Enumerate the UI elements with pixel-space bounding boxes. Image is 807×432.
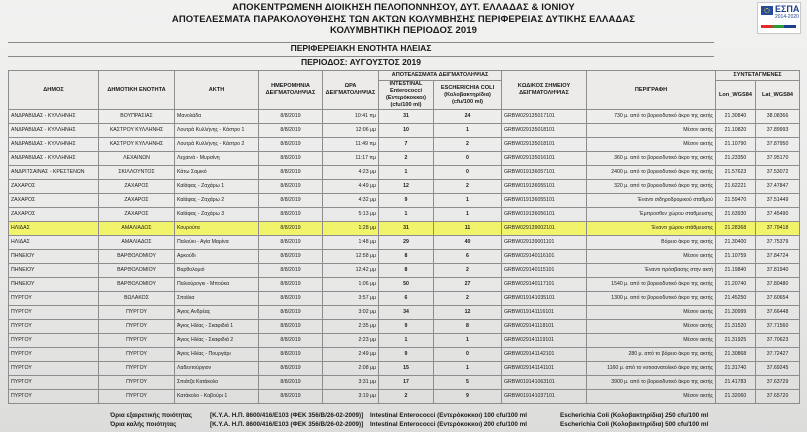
table-header-row-1 — [9, 71, 800, 81]
cell-ecoli: 12 — [434, 306, 502, 320]
cell-lat: 37.80480 — [756, 278, 800, 292]
cell-entero: 8 — [379, 264, 434, 278]
col-dimos: ΔΗΜΟΣ — [9, 71, 99, 110]
cell-enotita: ΣΚΙΛΛΟΥΝΤΟΣ — [99, 166, 175, 180]
cell-entero: 1 — [379, 334, 434, 348]
table-row — [9, 222, 800, 236]
cell-entero: 2 — [379, 152, 434, 166]
cell-enotita: ΠΥΡΓΟΥ — [99, 334, 175, 348]
cell-time: 2:08 μμ — [323, 362, 379, 376]
table-row — [9, 292, 800, 306]
cell-dimos: ΖΑΧΑΡΟΣ — [9, 194, 99, 208]
cell-ecoli: 1 — [434, 334, 502, 348]
cell-enotita: ΒΑΡΘΟΛΟΜΙΟΥ — [99, 278, 175, 292]
cell-date: 8/8/2019 — [259, 292, 323, 306]
cell-code: GRBW029140116101 — [502, 250, 587, 264]
cell-akti: Καϊάφας - Ζαχάρω 1 — [175, 180, 259, 194]
cell-desc: 730 μ. από το βορειοδυτικό άκρο της ακτής — [587, 110, 716, 124]
cell-dimos: ΑΝΔΡΑΒΙΔΑΣ - ΚΥΛΛΗΝΗΣ — [9, 110, 99, 124]
cell-akti: Λαδεντούργιον — [175, 362, 259, 376]
col-coords: ΣΥΝΤΕΤΑΓΜΕΝΕΣ — [716, 71, 800, 81]
cell-time: 11:17 πμ — [323, 152, 379, 166]
cell-desc: 3900 μ. από το βορειοδυτικό άκρο της ακτής — [587, 376, 716, 390]
cell-entero: 31 — [379, 222, 434, 236]
cell-desc: 280 μ. από το βόρειο άκρο της ακτής — [587, 348, 716, 362]
cell-entero: 2 — [379, 390, 434, 404]
cell-ecoli: 2 — [434, 264, 502, 278]
cell-ecoli: 1 — [434, 194, 502, 208]
cell-lat: 38.08366 — [756, 110, 800, 124]
cell-entero: 17 — [379, 376, 434, 390]
col-lat: Lat_WGS84 — [756, 81, 800, 110]
cell-date: 8/8/2019 — [259, 236, 323, 250]
cell-lat: 37.51449 — [756, 194, 800, 208]
cell-desc: Έναντι χώρου στάθμευσης — [587, 222, 716, 236]
cell-dimos: ΠΥΡΓΟΥ — [9, 376, 99, 390]
cell-akti: Καϊάφας - Ζαχάρω 3 — [175, 208, 259, 222]
cell-dimos: ΠΥΡΓΟΥ — [9, 292, 99, 306]
cell-code: GRBW019136056101 — [502, 208, 587, 222]
cell-desc: 1160 μ. από το νοτιοανατολικό άκρο της ακτής — [587, 362, 716, 376]
cell-date: 8/8/2019 — [259, 362, 323, 376]
cell-entero: 29 — [379, 236, 434, 250]
cell-lat: 37.72427 — [756, 348, 800, 362]
cell-code: GRBW029141119101 — [502, 334, 587, 348]
cell-lon: 21.31520 — [716, 320, 756, 334]
table-row — [9, 348, 800, 362]
cell-akti: Σπιάτζα Κατάκολο — [175, 376, 259, 390]
cell-dimos: ΖΑΧΑΡΟΣ — [9, 180, 99, 194]
cell-entero: 1 — [379, 208, 434, 222]
logo-years: 2014-2020 — [775, 14, 799, 20]
table-row — [9, 124, 800, 138]
cell-akti: Παλούκι - Αγία Μαρίνα — [175, 236, 259, 250]
cell-entero: 7 — [379, 138, 434, 152]
cell-lat: 37.71560 — [756, 320, 800, 334]
cell-ecoli: 8 — [434, 320, 502, 334]
cell-lat: 37.47847 — [756, 180, 800, 194]
cell-ecoli: 11 — [434, 222, 502, 236]
cell-lat: 37.75379 — [756, 236, 800, 250]
cell-akti: Μανολάδα — [175, 110, 259, 124]
document-header — [0, 2, 807, 37]
table-row — [9, 236, 800, 250]
cell-date: 8/8/2019 — [259, 376, 323, 390]
cell-enotita: ΒΑΡΘΟΛΟΜΙΟΥ — [99, 250, 175, 264]
cell-ecoli: 1 — [434, 124, 502, 138]
cell-code: GRBW029135016101 — [502, 152, 587, 166]
cell-date: 8/8/2019 — [259, 138, 323, 152]
cell-lon: 21.59470 — [716, 194, 756, 208]
cell-dimos: ΑΝΔΡΑΒΙΔΑΣ - ΚΥΛΛΗΝΗΣ — [9, 138, 99, 152]
cell-date: 8/8/2019 — [259, 334, 323, 348]
cell-dimos: ΗΛΙΔΑΣ — [9, 222, 99, 236]
cell-ecoli: 1 — [434, 208, 502, 222]
footer-good-ecoli: Escherichia Coli (Κολοβακτηρίδια) 500 cfu/100 ml — [560, 421, 709, 428]
cell-desc: Μέσον ακτής — [587, 306, 716, 320]
cell-lon: 21.30400 — [716, 236, 756, 250]
table-row — [9, 376, 800, 390]
col-date: ΗΜΕΡΟΜΗΝΙΑ ΔΕΙΓΜΑΤΟΛΗΨΙΑΣ — [259, 71, 323, 110]
cell-lon: 21.30868 — [716, 348, 756, 362]
cell-lat: 37.70623 — [756, 334, 800, 348]
cell-lat: 37.81940 — [756, 264, 800, 278]
cell-akti: Άγιος Ηλίας - Σκαφιδιά 1 — [175, 320, 259, 334]
cell-lon: 21.63930 — [716, 208, 756, 222]
cell-date: 8/8/2019 — [259, 278, 323, 292]
cell-lat: 37.84724 — [756, 250, 800, 264]
cell-time: 3:31 μμ — [323, 376, 379, 390]
cell-time: 1:48 μμ — [323, 236, 379, 250]
cell-entero: 6 — [379, 292, 434, 306]
cell-time: 3:02 μμ — [323, 306, 379, 320]
cell-enotita: ΠΥΡΓΟΥ — [99, 348, 175, 362]
cell-lon: 21.20740 — [716, 278, 756, 292]
table-row — [9, 110, 800, 124]
cell-date: 8/8/2019 — [259, 194, 323, 208]
cell-date: 8/8/2019 — [259, 320, 323, 334]
cell-ecoli: 0 — [434, 166, 502, 180]
table-row — [9, 390, 800, 404]
table-row — [9, 208, 800, 222]
cell-time: 2:23 μμ — [323, 334, 379, 348]
cell-entero: 9 — [379, 320, 434, 334]
cell-date: 8/8/2019 — [259, 124, 323, 138]
cell-dimos: ΠΥΡΓΟΥ — [9, 362, 99, 376]
cell-enotita: ΠΥΡΓΟΥ — [99, 376, 175, 390]
cell-dimos: ΑΝΔΡΑΒΙΔΑΣ - ΚΥΛΛΗΝΗΣ — [9, 152, 99, 166]
cell-desc: Μέσον ακτής — [587, 390, 716, 404]
footer-good-label: Όρια καλής ποιότητας — [110, 421, 177, 428]
cell-code: GRBW019136057101 — [502, 166, 587, 180]
cell-dimos: ΑΝΔΡΙΤΣΑΙΝΑΣ - ΚΡΕΣΤΕΝΩΝ — [9, 166, 99, 180]
cell-entero: 8 — [379, 250, 434, 264]
cell-dimos: ΠΥΡΓΟΥ — [9, 306, 99, 320]
col-desc: ΠΕΡΙΓΡΑΦΗ — [587, 71, 716, 110]
cell-entero: 10 — [379, 124, 434, 138]
cell-lat: 37.87950 — [756, 138, 800, 152]
cell-akti: Κατάκολο - Καβούρι 1 — [175, 390, 259, 404]
table-row — [9, 194, 800, 208]
cell-entero: 9 — [379, 194, 434, 208]
table-row — [9, 138, 800, 152]
cell-lon: 21.62221 — [716, 180, 756, 194]
cell-time: 11:49 πμ — [323, 138, 379, 152]
cell-akti: Λεχαινά - Μυρσίνη — [175, 152, 259, 166]
cell-code: GRBW019141063101 — [502, 376, 587, 390]
logo-name: ΕΣΠΑ — [775, 4, 800, 14]
cell-entero: 31 — [379, 110, 434, 124]
cell-enotita: ΠΥΡΓΟΥ — [99, 306, 175, 320]
logo-stripe — [761, 25, 796, 28]
cell-ecoli: 24 — [434, 110, 502, 124]
cell-enotita: ΠΥΡΓΟΥ — [99, 390, 175, 404]
cell-lon: 21.45250 — [716, 292, 756, 306]
cell-lon: 21.28368 — [716, 222, 756, 236]
cell-ecoli: 0 — [434, 348, 502, 362]
cell-time: 3:57 μμ — [323, 292, 379, 306]
cell-ecoli: 9 — [434, 390, 502, 404]
cell-entero: 50 — [379, 278, 434, 292]
cell-desc: 1300 μ. από το βορειοδυτικό άκρο της ακτής — [587, 292, 716, 306]
cell-code: GRBW019136055101 — [502, 180, 587, 194]
season-title: ΚΟΛΥΜΒΗΤΙΚΗ ΠΕΡΙΟΔΟΣ 2019 — [329, 25, 478, 36]
cell-ecoli: 27 — [434, 278, 502, 292]
cell-enotita: ΚΑΣΤΡΟΥ ΚΥΛΛΗΝΗΣ — [99, 138, 175, 152]
cell-code: GRBW029139002101 — [502, 222, 587, 236]
table-row — [9, 166, 800, 180]
report-title: ΑΠΟΤΕΛΕΣΜΑΤΑ ΠΑΡΑΚΟΛΟΥΘΗΣΗΣ ΤΩΝ ΑΚΤΩΝ ΚΟΛΥΜΒΗΣΗΣ ΠΕΡΙΦΕΡΕΙΑΣ ΔΥΤΙΚΗΣ ΕΛΛΑΔΑΣ — [171, 13, 636, 25]
cell-code: GRBW029141141101 — [502, 362, 587, 376]
cell-akti: Σπιάλια — [175, 292, 259, 306]
table-row — [9, 278, 800, 292]
cell-enotita: ΒΩΛΑΚΟΣ — [99, 292, 175, 306]
cell-desc: 2400 μ. από το βορειοδυτικό άκρο της ακτής — [587, 166, 716, 180]
cell-lon: 21.30999 — [716, 306, 756, 320]
cell-akti: Λουτρά Κυλλήνης - Κάστρο 1 — [175, 124, 259, 138]
table-row — [9, 362, 800, 376]
cell-time: 2:35 μμ — [323, 320, 379, 334]
cell-desc: Μέσον ακτής — [587, 138, 716, 152]
col-enotita: ΔΗΜΟΤΙΚΗ ΕΝΟΤΗΤΑ — [99, 71, 175, 110]
cell-time: 4:49 μμ — [323, 180, 379, 194]
cell-lon: 21.19840 — [716, 264, 756, 278]
cell-date: 8/8/2019 — [259, 180, 323, 194]
cell-desc: Έναντι πρόσβασης στην ακτή — [587, 264, 716, 278]
cell-lat: 37.89993 — [756, 124, 800, 138]
cell-date: 8/8/2019 — [259, 250, 323, 264]
cell-time: 12:58 μμ — [323, 250, 379, 264]
table-row — [9, 152, 800, 166]
cell-date: 8/8/2019 — [259, 306, 323, 320]
cell-ecoli: 5 — [434, 376, 502, 390]
footer-excellent-label: Όρια εξαιρετικής ποιότητας — [110, 412, 192, 419]
cell-desc: Μέσον ακτής — [587, 250, 716, 264]
cell-desc: Μέσον ακτής — [587, 320, 716, 334]
cell-date: 8/8/2019 — [259, 348, 323, 362]
cell-lat: 37.45490 — [756, 208, 800, 222]
cell-lat: 37.63729 — [756, 376, 800, 390]
cell-ecoli: 0 — [434, 152, 502, 166]
cell-code: GRBW029140115101 — [502, 264, 587, 278]
table-row — [9, 320, 800, 334]
cell-akti: Κουρούτα — [175, 222, 259, 236]
cell-dimos: ΠΥΡΓΟΥ — [9, 320, 99, 334]
cell-code: GRBW029135018101 — [502, 124, 587, 138]
cell-desc: Μέσον ακτής — [587, 124, 716, 138]
cell-akti: Άγιος Ηλίας - Σκαφιδιά 2 — [175, 334, 259, 348]
cell-dimos: ΠΥΡΓΟΥ — [9, 334, 99, 348]
cell-desc: Βόρειο άκρο της ακτής — [587, 236, 716, 250]
cell-desc: 1540 μ. από το βορειοδυτικό άκρο της ακτής — [587, 278, 716, 292]
cell-desc: 320 μ. από το βορειοδυτικό άκρο της ακτής — [587, 180, 716, 194]
cell-lon: 21.31740 — [716, 362, 756, 376]
table-row — [9, 250, 800, 264]
cell-date: 8/8/2019 — [259, 390, 323, 404]
cell-lat: 37.66448 — [756, 306, 800, 320]
cell-code: GRBW029140117101 — [502, 278, 587, 292]
cell-dimos: ΖΑΧΑΡΟΣ — [9, 208, 99, 222]
cell-time: 1:06 μμ — [323, 278, 379, 292]
cell-date: 8/8/2019 — [259, 166, 323, 180]
cell-date: 8/8/2019 — [259, 152, 323, 166]
cell-enotita: ΠΥΡΓΟΥ — [99, 320, 175, 334]
cell-lat: 37.65720 — [756, 390, 800, 404]
cell-enotita: ΑΜΑΛΙΑΔΟΣ — [99, 236, 175, 250]
cell-enotita: ΒΟΥΠΡΑΣΙΑΣ — [99, 110, 175, 124]
cell-code: GRBW029135017101 — [502, 110, 587, 124]
cell-akti: Καϊάφας - Ζαχάρω 2 — [175, 194, 259, 208]
cell-lon: 21.32060 — [716, 390, 756, 404]
cell-date: 8/8/2019 — [259, 110, 323, 124]
cell-lat: 37.60654 — [756, 292, 800, 306]
cell-desc: Μέσον ακτής — [587, 334, 716, 348]
cell-ecoli: 2 — [434, 138, 502, 152]
cell-dimos: ΠΗΝΕΙΟΥ — [9, 278, 99, 292]
period-title: ΠΕΡΙΟΔΟΣ: ΑΥΓΟΥΣΤΟΣ 2019 — [8, 56, 714, 68]
cell-enotita: ΒΑΡΘΟΛΟΜΙΟΥ — [99, 264, 175, 278]
cell-lon: 21.23350 — [716, 152, 756, 166]
cell-code: GRBW019141116101 — [502, 306, 587, 320]
cell-enotita: ΚΑΣΤΡΟΥ ΚΥΛΛΗΝΗΣ — [99, 124, 175, 138]
col-time: ΩΡΑ ΔΕΙΓΜΑΤΟΛΗΨΙΑΣ — [323, 71, 379, 110]
cell-ecoli: 1 — [434, 362, 502, 376]
cell-enotita: ΑΜΑΛΙΑΔΟΣ — [99, 222, 175, 236]
cell-akti: Βαρθολομιό — [175, 264, 259, 278]
cell-time: 4:32 μμ — [323, 194, 379, 208]
cell-code: GRBW029135018101 — [502, 138, 587, 152]
cell-dimos: ΠΥΡΓΟΥ — [9, 390, 99, 404]
cell-lon: 21.57623 — [716, 166, 756, 180]
footer-good-entero: Intestinal Enterococci (Εντερόκοκκοι) 200 cfu/100 ml — [370, 421, 527, 428]
col-akti: ΑΚΤΗ — [175, 71, 259, 110]
cell-lat: 37.79418 — [756, 222, 800, 236]
table-row — [9, 306, 800, 320]
cell-ecoli: 40 — [434, 236, 502, 250]
cell-time: 4:23 μμ — [323, 166, 379, 180]
cell-lon: 21.10759 — [716, 250, 756, 264]
cell-dimos: ΑΝΔΡΑΒΙΔΑΣ - ΚΥΛΛΗΝΗΣ — [9, 124, 99, 138]
cell-code: GRBW019136055101 — [502, 194, 587, 208]
cell-akti: Αρκούδι — [175, 250, 259, 264]
cell-akti: Παλιούρογκι - Μπούκα — [175, 278, 259, 292]
cell-code: GRBW029139001101 — [502, 236, 587, 250]
cell-time: 5:13 μμ — [323, 208, 379, 222]
cell-ecoli: 2 — [434, 180, 502, 194]
cell-code: GRBW019141035101 — [502, 292, 587, 306]
cell-lat: 37.95170 — [756, 152, 800, 166]
footer-excellent-ref: [Κ.Υ.Α. Η.Π. 8600/416/Ε103 (ΦΕΚ 356/Β/26-02-2009)] — [210, 412, 364, 419]
cell-akti: Άγιος Ηλίας - Πουργάρι — [175, 348, 259, 362]
cell-dimos: ΠΗΝΕΙΟΥ — [9, 250, 99, 264]
cell-desc: Έναντι σιδηροδρομικού σταθμού — [587, 194, 716, 208]
cell-desc: 360 μ. από το βορειοδυτικό άκρο της ακτής — [587, 152, 716, 166]
col-entero: INTESTINAL Enterococci (Εντερόκοκκοι) (cfu/100 ml) — [379, 81, 434, 110]
cell-enotita: ΠΥΡΓΟΥ — [99, 362, 175, 376]
table-row — [9, 334, 800, 348]
cell-desc: Έμπροσθεν χώρου σταθμευσης — [587, 208, 716, 222]
cell-lon: 21.41783 — [716, 376, 756, 390]
col-lon: Lon_WGS84 — [716, 81, 756, 110]
eu-flag-icon — [761, 6, 773, 15]
cell-time: 1:28 μμ — [323, 222, 379, 236]
cell-lat: 37.53072 — [756, 166, 800, 180]
cell-akti: Λουτρά Κυλλήνης - Κάστρο 2 — [175, 138, 259, 152]
cell-date: 8/8/2019 — [259, 264, 323, 278]
cell-lon: 21.30840 — [716, 110, 756, 124]
cell-code: GRBW029141118101 — [502, 320, 587, 334]
cell-code: GRBW029141142101 — [502, 348, 587, 362]
footer-good-ref: [Κ.Υ.Α. Η.Π. 8600/416/Ε103 (ΦΕΚ 356/Β/26-02-2009)] — [210, 421, 364, 428]
cell-entero: 15 — [379, 362, 434, 376]
espa-logo — [757, 2, 801, 34]
cell-ecoli: 2 — [434, 292, 502, 306]
cell-lon: 21.31925 — [716, 334, 756, 348]
cell-akti: Άγιος Ανδρέας — [175, 306, 259, 320]
footer-excellent-entero: Intestinal Enterococci (Εντερόκοκκοι) 100 cfu/100 ml — [370, 412, 527, 419]
cell-dimos: ΗΛΙΔΑΣ — [9, 236, 99, 250]
table-row — [9, 264, 800, 278]
cell-date: 8/8/2019 — [259, 222, 323, 236]
results-table — [8, 70, 800, 404]
table-row — [9, 180, 800, 194]
authority-title: ΑΠΟΚΕΝΤΡΩΜΕΝΗ ΔΙΟΙΚΗΣΗ ΠΕΛΟΠΟΝΝΗΣΟΥ, ΔΥΤ. ΕΛΛΑΔΑΣ & ΙΟΝΙΟΥ — [232, 2, 575, 13]
cell-lat: 37.69245 — [756, 362, 800, 376]
cell-date: 8/8/2019 — [259, 208, 323, 222]
cell-code: GRBW019141037101 — [502, 390, 587, 404]
cell-time: 10:41 πμ — [323, 110, 379, 124]
regional-unit-title: ΠΕΡΙΦΕΡΕΙΑΚΗ ΕΝΟΤΗΤΑ ΗΛΕΙΑΣ — [8, 42, 714, 54]
cell-entero: 1 — [379, 166, 434, 180]
cell-time: 3:19 μμ — [323, 390, 379, 404]
cell-entero: 9 — [379, 348, 434, 362]
cell-ecoli: 6 — [434, 250, 502, 264]
cell-enotita: ΖΑΧΑΡΟΣ — [99, 208, 175, 222]
cell-entero: 34 — [379, 306, 434, 320]
cell-enotita: ΛΕΧΑΙΝΩΝ — [99, 152, 175, 166]
footer-excellent-ecoli: Escherichia Coli (Κολοβακτηρίδια) 250 cfu/100 ml — [560, 412, 709, 419]
cell-dimos: ΠΥΡΓΟΥ — [9, 348, 99, 362]
cell-time: 12:42 μμ — [323, 264, 379, 278]
cell-lon: 21.10820 — [716, 124, 756, 138]
col-code: ΚΩΔΙΚΟΣ ΣΗΜΕΙΟΥ ΔΕΙΓΜΑΤΟΛΗΨΙΑΣ — [502, 71, 587, 110]
cell-time: 2:49 μμ — [323, 348, 379, 362]
cell-enotita: ΖΑΧΑΡΟΣ — [99, 180, 175, 194]
cell-akti: Κάτω Σαμικό — [175, 166, 259, 180]
table-body — [9, 110, 800, 404]
cell-entero: 12 — [379, 180, 434, 194]
cell-enotita: ΖΑΧΑΡΟΣ — [99, 194, 175, 208]
cell-lon: 21.10790 — [716, 138, 756, 152]
cell-dimos: ΠΗΝΕΙΟΥ — [9, 264, 99, 278]
cell-time: 12:06 μμ — [323, 124, 379, 138]
col-ecoli: ESCHERICHIA COLI (Κολοβακτηρίδια) (cfu/100 ml) — [434, 81, 502, 110]
col-results: ΑΠΟΤΕΛΕΣΜΑΤΑ ΔΕΙΓΜΑΤΟΛΗΨΙΑΣ — [379, 71, 502, 81]
